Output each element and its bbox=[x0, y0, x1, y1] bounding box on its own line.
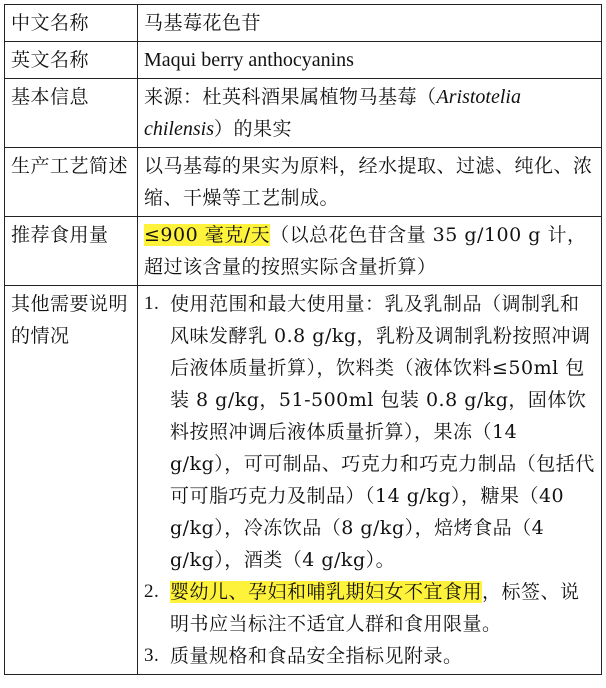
intake-rest: （以总花色苷含量 35 g/100 g 计，超过该含量的按照实际含量折算） bbox=[144, 224, 587, 278]
label-basic-info: 基本信息 bbox=[5, 79, 138, 148]
row-english-name bbox=[5, 42, 602, 79]
list-text: ，标签、说明书应当标注不适宜人群和食用限量。 bbox=[170, 581, 580, 635]
list-item bbox=[144, 288, 595, 576]
row-chinese-name bbox=[5, 5, 602, 42]
list-item bbox=[144, 576, 595, 640]
value-english-name: Maqui berry anthocyanins bbox=[138, 42, 602, 79]
notes-list bbox=[144, 288, 595, 672]
intake-highlight: ≤900 毫克/天 bbox=[144, 224, 271, 246]
value-intake bbox=[138, 217, 602, 286]
info-table bbox=[4, 4, 602, 675]
list-text: 质量规格和食品安全指标见附录。 bbox=[170, 645, 463, 667]
value-chinese-name: 马基莓花色苷 bbox=[138, 5, 602, 42]
value-basic-info bbox=[138, 79, 602, 148]
label-chinese-name: 中文名称 bbox=[5, 5, 138, 42]
warning-highlight: 婴幼儿、孕妇和哺乳期妇女不宜食用 bbox=[170, 581, 483, 603]
label-process: 生产工艺简述 bbox=[5, 148, 138, 217]
source-suffix: ）的果实 bbox=[214, 118, 293, 140]
source-prefix: 来源：杜英科酒果属植物马基莓（ bbox=[144, 86, 437, 108]
label-notes: 其他需要说明的情况 bbox=[5, 286, 138, 675]
latin-name: Aristotelia chilensis bbox=[144, 86, 521, 140]
row-intake bbox=[5, 217, 602, 286]
list-text: 使用范围和最大使用量：乳及乳制品（调制乳和风味发酵乳 0.8 g/kg，乳粉及调制乳粉按照冲调后液体质量折算），饮料类（液体饮料≤50ml 包装 8 g/kg，51-500ml 包装 0.8 g/kg，固体饮料按照冲调后液体质量折算），果冻（14 g/kg），可可制品、巧克力和巧克力制品（包括代可可脂巧克力及制品）（14 g/kg），糖果（40 g/kg），冷冻饮品（8 g/kg），焙烤食品（4 g/kg），酒类（4 g/kg）。 bbox=[170, 293, 595, 571]
list-index: 2. bbox=[144, 581, 160, 602]
list-index: 1. bbox=[144, 293, 160, 314]
row-process bbox=[5, 148, 602, 217]
value-notes bbox=[138, 286, 602, 675]
value-process: 以马基莓的果实为原料，经水提取、过滤、纯化、浓缩、干燥等工艺制成。 bbox=[138, 148, 602, 217]
row-basic-info bbox=[5, 79, 602, 148]
label-intake: 推荐食用量 bbox=[5, 217, 138, 286]
list-item bbox=[144, 640, 595, 672]
row-notes bbox=[5, 286, 602, 675]
list-index: 3. bbox=[144, 645, 160, 666]
label-english-name: 英文名称 bbox=[5, 42, 138, 79]
